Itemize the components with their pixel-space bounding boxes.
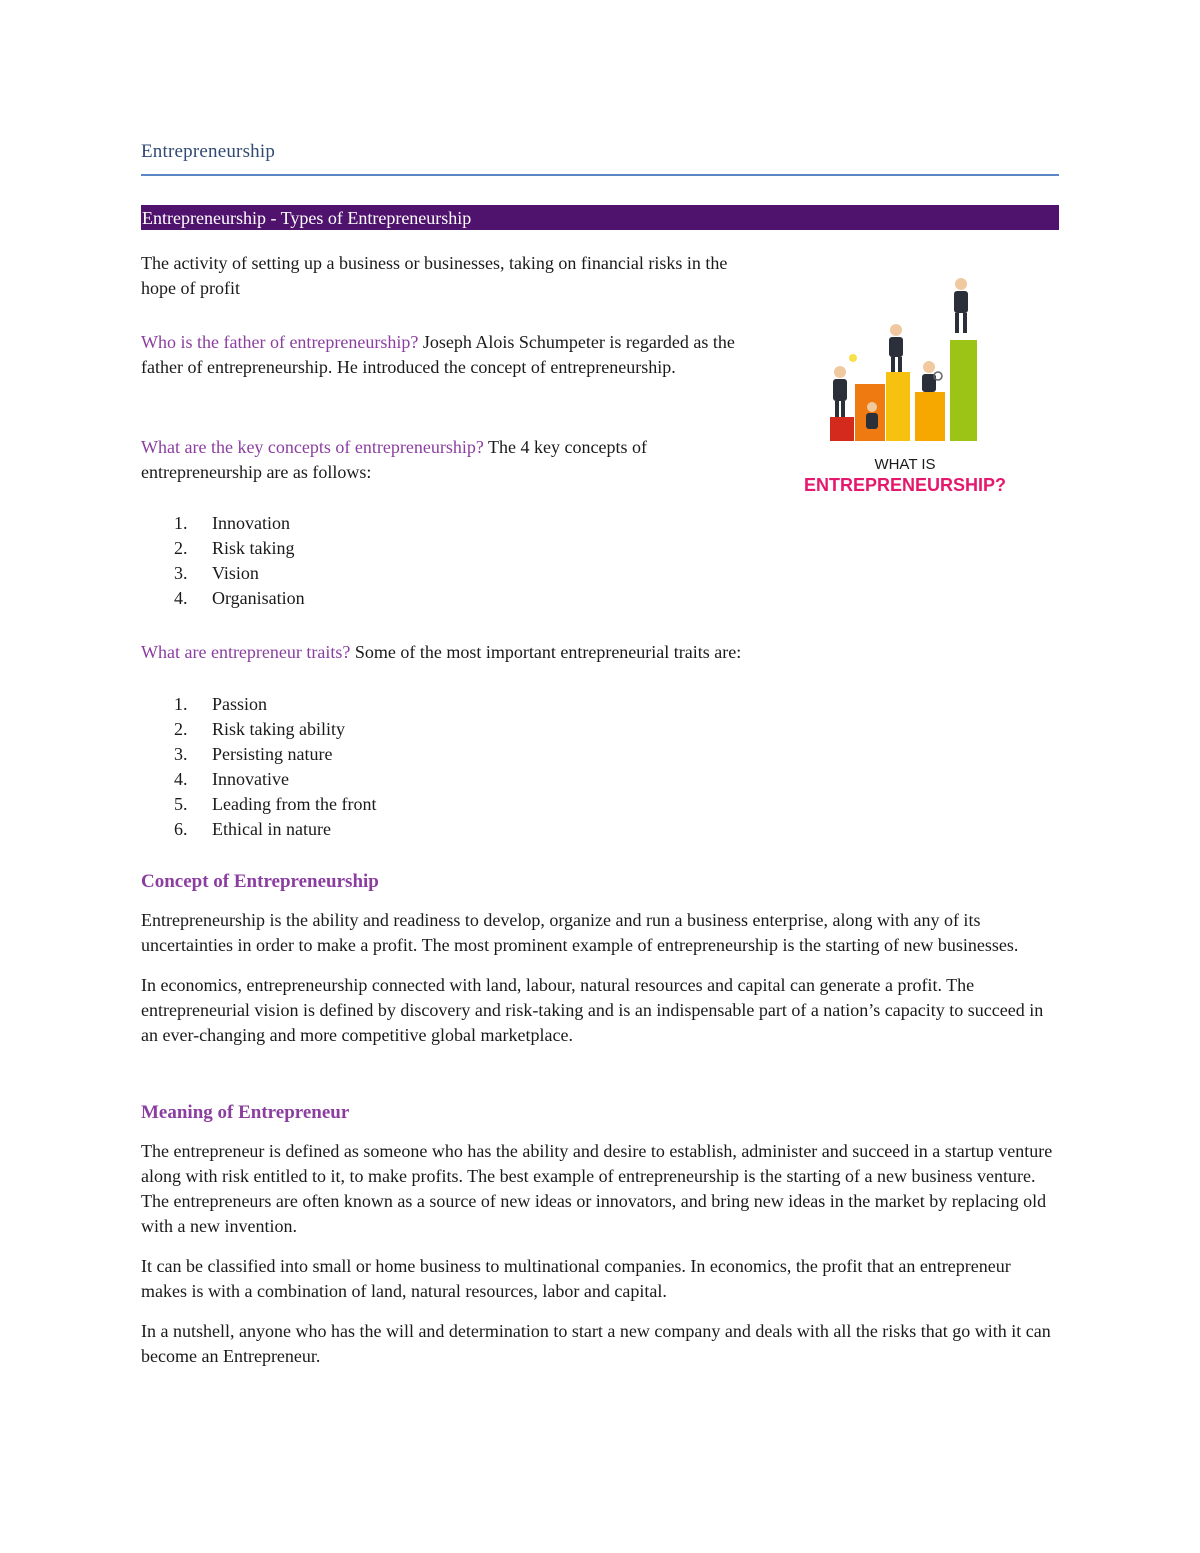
person-figure [954, 278, 968, 333]
title-rule [141, 174, 1059, 176]
meaning-heading: Meaning of Entrepreneur [141, 1102, 350, 1123]
person-figure [833, 366, 847, 417]
list-item: 1. Passion [174, 694, 268, 714]
illustration-caption-line1: WHAT IS [874, 456, 936, 473]
list-item: 5. Leading from the front [174, 794, 377, 814]
document-title: Entrepreneurship [141, 141, 276, 162]
list-item: 2. Risk taking ability [174, 719, 345, 739]
entrepreneurship-illustration [795, 262, 1035, 500]
key-concepts-paragraph [141, 435, 761, 485]
list-item: 3. Vision [174, 563, 259, 583]
illustration-bar [915, 392, 945, 441]
list-item: 4. Organisation [174, 588, 305, 608]
traits-list [141, 692, 641, 842]
section-heading-bar: Entrepreneurship - Types of Entrepreneurship [141, 205, 1059, 230]
list-item: 1. Innovation [174, 513, 290, 533]
idea-bulb-icon [849, 354, 857, 362]
illustration-bar [830, 417, 854, 441]
intro-paragraph [141, 251, 751, 301]
list-item: 2. Risk taking [174, 538, 295, 558]
illustration-bar [950, 340, 977, 441]
illustration-bar [886, 372, 910, 441]
illustration-bar [855, 384, 885, 441]
person-figure [889, 324, 903, 372]
concept-heading: Concept of Entrepreneurship [141, 871, 379, 892]
traits-answer: Some of the most important entrepreneurial traits are: [350, 642, 742, 662]
meaning-section [141, 1102, 1059, 1369]
father-answer: Joseph Alois Schumpeter is regarded as the father of entrepreneurship. He introduced the concept of entrepreneurship. [141, 332, 735, 377]
key-concepts-answer: The 4 key concepts of entrepreneurship are as follows: [141, 437, 647, 482]
meaning-paragraph-3: In a nutshell, anyone who has the will and determination to start a new company and deals with all the risks that go with it can become an Entrepreneur. [141, 1321, 1051, 1366]
person-figure [866, 402, 878, 429]
document-page [141, 0, 1059, 1553]
key-concepts-question: What are the key concepts of entrepreneurship? [141, 437, 484, 457]
list-item: 4. Innovative [174, 769, 289, 789]
list-item: 6. Ethical in nature [174, 819, 331, 839]
meaning-paragraph-1: The entrepreneur is defined as someone who has the ability and desire to establish, administer and succeed in a startup venture along with risk entitled to it, to make profits. The best example of entrepreneurship is the starting of a new business venture. The entrepreneurs are often known as a source of new ideas or innovators, and bring new ideas in the market by replacing old with a new invention. [141, 1141, 1053, 1236]
meaning-paragraph-2: It can be classified into small or home business to multinational companies. In economics, the profit that an entrepreneur makes is with a combination of land, natural resources, labor and capital. [141, 1256, 1011, 1301]
concept-section [141, 871, 1059, 1048]
concept-paragraph-1: Entrepreneurship is the ability and readiness to develop, organize and run a business enterprise, along with any of its uncertainties in order to make a profit. The most prominent example of entrepreneurship is the starting of new businesses. [141, 910, 1019, 955]
list-item: 3. Persisting nature [174, 744, 333, 764]
father-question: Who is the father of entrepreneurship? [141, 332, 419, 352]
concept-paragraph-2: In economics, entrepreneurship connected with land, labour, natural resources and capital can generate a profit. The entrepreneurial vision is defined by discovery and risk-taking and is an indispensable part of a nation’s capacity to succeed in an ever-changing and more competitive global marketplace. [141, 975, 1044, 1045]
traits-question: What are entrepreneur traits? [141, 642, 351, 662]
father-paragraph [141, 330, 751, 380]
traits-paragraph [141, 640, 1059, 665]
illustration-caption-line2: ENTREPRENEURSHIP? [803, 475, 1007, 495]
intro-text: The activity of setting up a business or businesses, taking on financial risks in the hope of profit [141, 253, 728, 298]
key-concepts-list [141, 511, 641, 611]
